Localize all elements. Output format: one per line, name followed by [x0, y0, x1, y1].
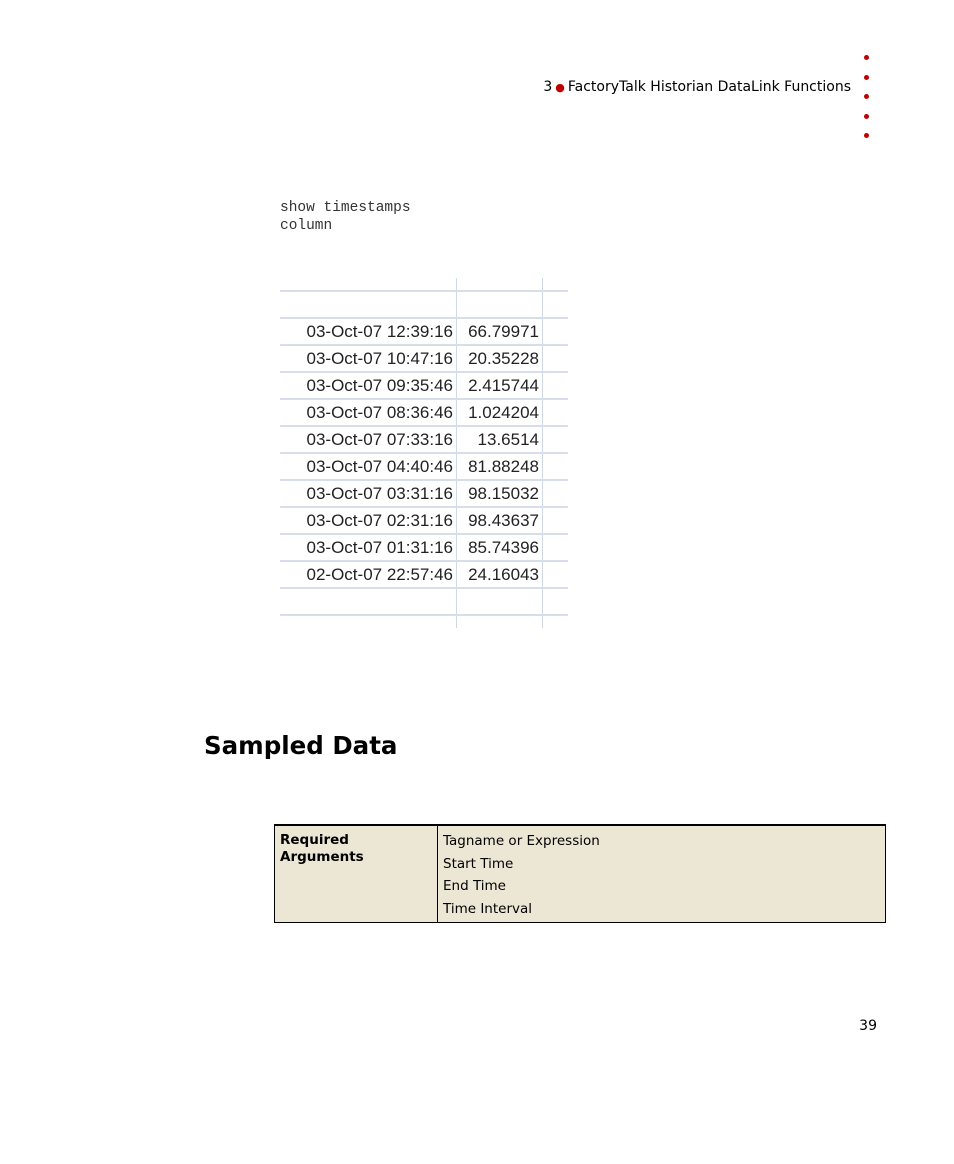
grid-row-line: [280, 425, 568, 427]
value-cell: 24.16043: [468, 565, 539, 584]
page-number: 39: [859, 1018, 877, 1034]
value-cell: 1.024204: [468, 403, 539, 422]
grid-row-line: [280, 317, 568, 319]
timestamp-cell: 03-Oct-07 12:39:16: [306, 322, 453, 341]
grid-row-line: [280, 560, 568, 562]
header-bullet-icon: ●: [555, 81, 565, 94]
timestamp-cell: 03-Oct-07 09:35:46: [306, 376, 453, 395]
grid-row-line: [280, 533, 568, 535]
timestamp-cell: 03-Oct-07 07:33:16: [306, 430, 453, 449]
value-cell: 98.43637: [468, 511, 539, 530]
spreadsheet-screenshot: [280, 278, 568, 628]
section-title: Sampled Data: [204, 731, 398, 760]
value-cell: 66.79971: [468, 322, 539, 341]
grid-row-line: [280, 290, 568, 292]
timestamp-cell: 03-Oct-07 03:31:16: [306, 484, 453, 503]
margin-dot-icon: [864, 94, 869, 99]
chapter-number: 3: [543, 79, 553, 95]
grid-row-line: [280, 398, 568, 400]
argument-item: Time Interval: [443, 900, 533, 917]
grid-row-line: [280, 371, 568, 373]
grid-row-line: [280, 587, 568, 589]
arguments-list: [438, 825, 886, 923]
grid-row-line: [280, 506, 568, 508]
arguments-label: Required Arguments: [275, 825, 438, 923]
argument-item: End Time: [443, 878, 506, 894]
argument-item: Start Time: [443, 855, 514, 872]
value-cell: 20.35228: [468, 349, 539, 368]
timestamp-cell: 03-Oct-07 01:31:16: [306, 538, 453, 557]
value-cell: 2.415744: [468, 376, 539, 395]
grid-row-line: [280, 614, 568, 616]
code-line: column: [280, 218, 333, 234]
grid-row-line: [280, 452, 568, 454]
margin-dot-icon: [864, 75, 869, 80]
timestamp-cell: 03-Oct-07 08:36:46: [306, 403, 453, 422]
chapter-title: FactoryTalk Historian DataLink Functions: [567, 79, 851, 95]
code-sample: [280, 199, 411, 235]
value-cell: 81.88248: [468, 457, 539, 476]
arguments-table: [274, 824, 886, 923]
margin-dot-icon: [864, 55, 869, 60]
grid-row-line: [280, 344, 568, 346]
timestamp-cell: 03-Oct-07 10:47:16: [306, 349, 453, 368]
value-cell: 85.74396: [468, 538, 539, 557]
timestamp-cell: 02-Oct-07 22:57:46: [306, 565, 453, 584]
margin-dot-icon: [864, 133, 869, 138]
code-line: show timestamps: [280, 200, 411, 216]
timestamp-cell: 03-Oct-07 02:31:16: [306, 511, 453, 530]
value-cell: 13.6514: [477, 430, 539, 449]
margin-dot-icon: [864, 114, 869, 119]
grid-row-line: [280, 479, 568, 481]
timestamp-cell: 03-Oct-07 04:40:46: [306, 457, 453, 476]
argument-item: Tagname or Expression: [443, 833, 600, 849]
value-cell: 98.15032: [468, 484, 539, 503]
running-header: [543, 79, 851, 95]
